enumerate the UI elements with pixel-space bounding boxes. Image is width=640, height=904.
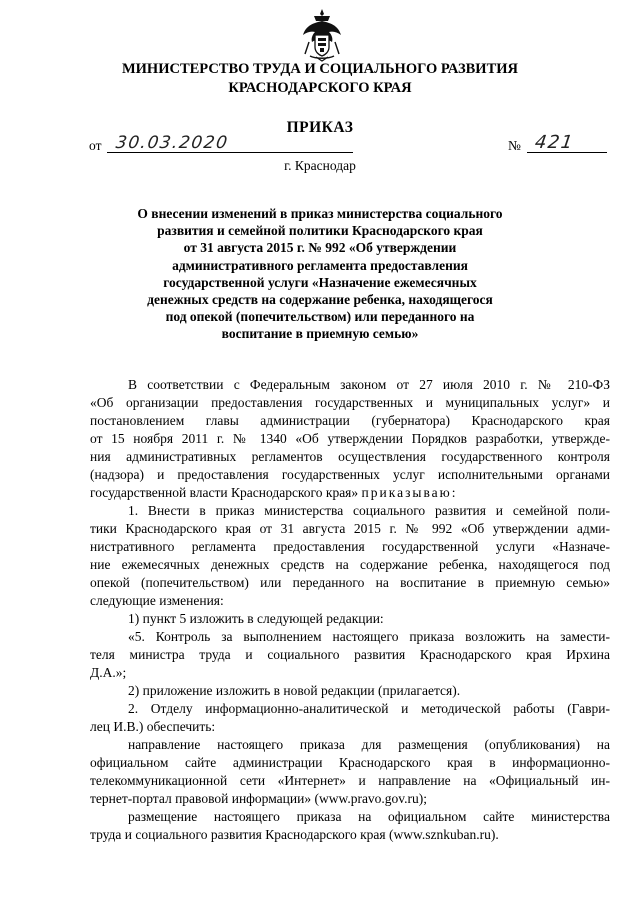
body-line: ние ежемесячных денежных средств на содержание ребенка, находящегося под — [90, 557, 610, 572]
body-line: от 15 ноября 2011 г. № 1340 «Об утверждении Порядков разработки, утвержде- — [90, 431, 610, 446]
document-type: ПРИКАЗ — [286, 119, 354, 136]
title-line: развития и семейной политики Краснодарского края — [157, 223, 483, 239]
body-line: «Об организации предоставления государственных и муниципальных услуг» и — [90, 395, 610, 410]
body-line: 2) приложение изложить в новой редакции (прилагается). — [128, 683, 461, 698]
body-line: В соответствии с Федеральным законом от 27 июля 2010 г. № 210-ФЗ — [128, 377, 610, 392]
ministry-line-1: МИНИСТЕРСТВО ТРУДА И СОЦИАЛЬНОГО РАЗВИТИЯ — [121, 61, 519, 77]
body-line: 1) пункт 5 изложить в следующей редакции: — [128, 611, 384, 626]
ministry-line-2: КРАСНОДАРСКОГО КРАЯ — [228, 80, 412, 96]
coat-of-arms-icon — [302, 8, 342, 62]
body-line — [90, 484, 610, 502]
title-line: денежных средств на содержание ребенка, находящегося — [147, 292, 493, 308]
date-number-row — [89, 132, 609, 159]
body-line: ния административных регламентов осуществления государственного контроля — [90, 449, 610, 464]
body-line: «5. Контроль за выполнением настоящего приказа возложить на замести- — [128, 629, 610, 644]
body-line: опекой (попечительством) или переданного на воспитание в приемную семью» — [90, 575, 610, 590]
body-line: (надзора) и предоставления государственных услуг исполнительными органами — [90, 467, 610, 482]
order-verb: приказываю: — [361, 485, 458, 500]
date-label: от — [89, 138, 102, 153]
body-line: труда и социального развития Краснодарского края (www.sznkuban.ru). — [90, 827, 499, 842]
body-line: постановлением главы администрации (губернатора) Краснодарского края — [90, 413, 610, 428]
ministry-name — [60, 60, 580, 98]
city: г. Краснодар — [284, 158, 356, 173]
body-line: 2. Отделу информационно-аналитической и методической работы (Гаври- — [128, 701, 610, 716]
order-body — [90, 376, 610, 844]
title-line: административного регламента предоставления — [172, 257, 468, 273]
body-line: нистративного регламента предоставления государственной услуги «Назначе- — [90, 539, 610, 554]
body-text: государственной власти Краснодарского края» — [90, 485, 359, 500]
body-line: тики Краснодарского края от 31 августа 2015 г. № 992 «Об утверждении адми- — [90, 521, 610, 536]
body-line: теля министра труда и социального развития Краснодарского края Ирхина — [90, 647, 610, 662]
title-line: от 31 августа 2015 г. № 992 «Об утверждении — [183, 240, 457, 256]
body-line: следующие изменения: — [90, 593, 224, 608]
number-value: 421 — [533, 132, 576, 153]
number-label: № — [508, 138, 521, 153]
body-line: Д.А.»; — [90, 665, 127, 680]
body-line: размещение настоящего приказа на официальном сайте министерства — [128, 809, 610, 824]
body-line: 1. Внести в приказ министерства социального развития и семейной поли- — [128, 503, 610, 518]
body-line: направление настоящего приказа для размещения (опубликования) на — [128, 737, 610, 752]
date-value: 30.03.2020 — [114, 133, 230, 153]
body-line: лец И.В.) обеспечить: — [90, 719, 216, 734]
title-line: воспитание в приемную семью» — [221, 326, 419, 342]
body-line: телекоммуникационной сети «Интернет» и направление на «Официальный ин- — [90, 773, 610, 788]
body-line: официальном сайте администрации Краснодарского края в информационно- — [90, 755, 610, 770]
title-line: О внесении изменений в приказ министерства социального — [137, 206, 503, 221]
title-line: под опекой (попечительством) или переданного на — [165, 309, 475, 325]
order-title — [120, 205, 520, 343]
body-line: тернет-портал правовой информации» (www.pravo.gov.ru); — [90, 791, 428, 806]
title-line: государственной услуги «Назначение ежемесячных — [163, 274, 477, 290]
